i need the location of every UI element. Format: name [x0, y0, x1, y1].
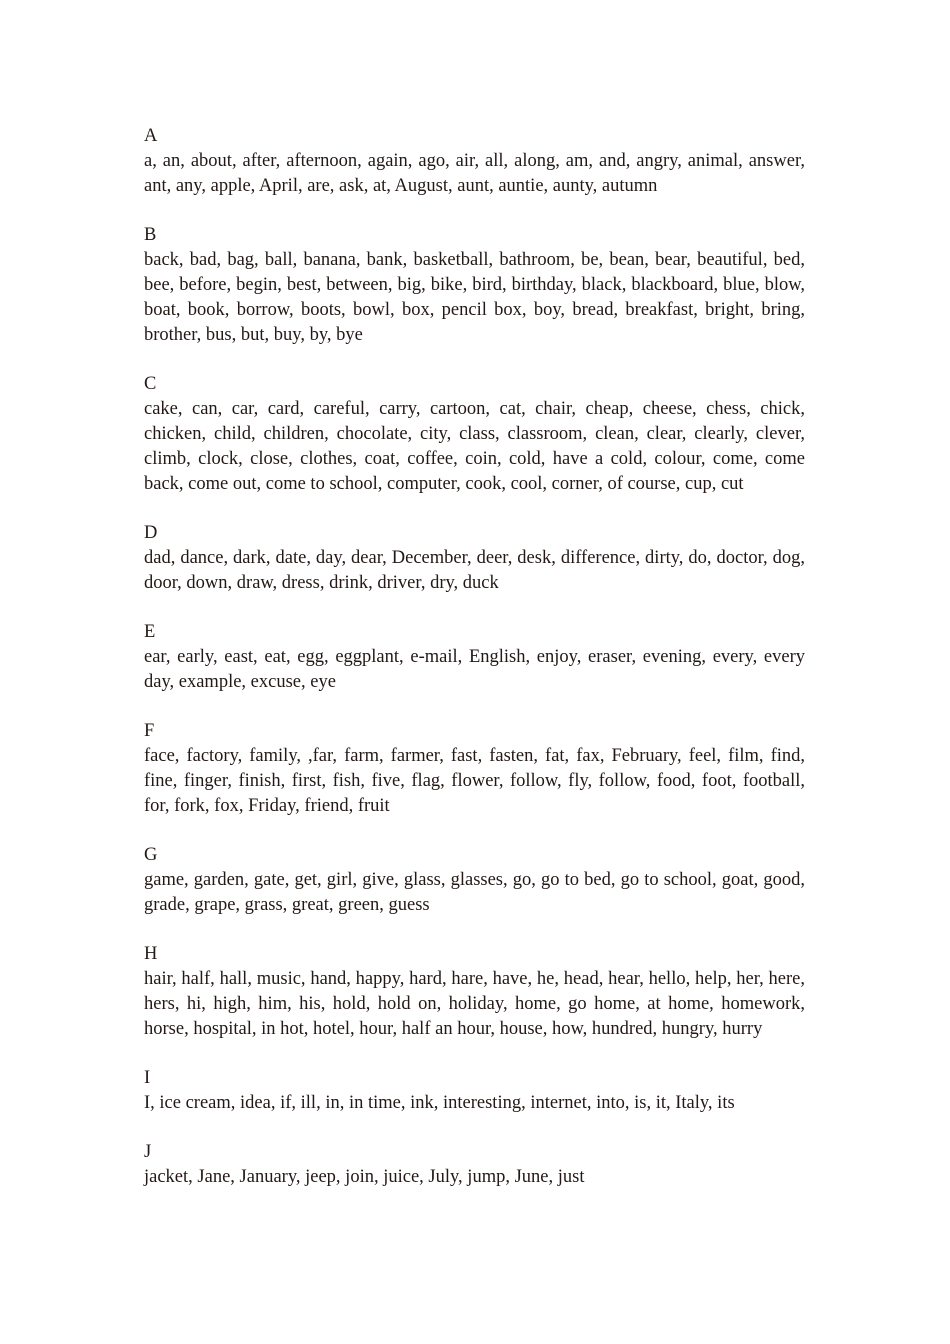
section-b: [144, 223, 805, 348]
section-letter: E: [144, 622, 156, 642]
word-list: back, bad, bag, ball, banana, bank, basketball, bathroom, be, bean, bear, beautiful, bed, bee, before, begin, best, between, big, bike, bird, birthday, black, blackboard, blue, blow, boat, book, borrow, boots, bowl, box, pencil box, boy, bread, breakfast, bright, bring, brother, bus, but, buy, by, bye: [144, 250, 805, 345]
section-f: [144, 719, 805, 819]
word-list: cake, can, car, card, careful, carry, cartoon, cat, chair, cheap, cheese, chess, chick, chicken, child, children, chocolate, city, class, classroom, clean, clear, clearly, clever, climb, clock, close, clothes, coat, coffee, coin, cold, have a cold, colour, come, come back, come out, come to school, computer, cook, cool, corner, of course, cup, cut: [144, 399, 805, 494]
section-letter: I: [144, 1068, 151, 1088]
section-a: [144, 124, 805, 199]
section-letter: C: [144, 374, 157, 394]
section-letter: A: [144, 126, 158, 146]
section-letter: B: [144, 225, 157, 245]
section-g: [144, 843, 805, 918]
word-list: a, an, about, after, afternoon, again, ago, air, all, along, am, and, angry, animal, answer, ant, any, apple, April, are, ask, at, August, aunt, auntie, aunty, autumn: [144, 151, 805, 196]
word-list: face, factory, family, ,far, farm, farmer, fast, fasten, fat, fax, February, feel, film, find, fine, finger, finish, first, fish, five, flag, flower, follow, fly, follow, food, foot, football, for, fork, fox, Friday, friend, fruit: [144, 746, 805, 816]
section-letter: D: [144, 523, 158, 543]
section-e: [144, 620, 805, 695]
section-c: [144, 372, 805, 497]
word-list: ear, early, east, eat, egg, eggplant, e-mail, English, enjoy, eraser, evening, every, every day, example, excuse, eye: [144, 647, 805, 692]
section-letter: G: [144, 845, 158, 865]
section-letter: J: [144, 1142, 152, 1162]
section-d: [144, 521, 805, 596]
word-list: hair, half, hall, music, hand, happy, hard, hare, have, he, head, hear, hello, help, her, here, hers, hi, high, him, his, hold, hold on, holiday, home, go home, at home, homework, horse, hospital, in hot, hotel, hour, half an hour, house, how, hundred, hungry, hurry: [144, 969, 805, 1039]
section-letter: F: [144, 721, 155, 741]
word-list: jacket, Jane, January, jeep, join, juice, July, jump, June, just: [144, 1167, 585, 1187]
section-h: [144, 942, 805, 1042]
section-j: [144, 1140, 805, 1190]
word-list: game, garden, gate, get, girl, give, glass, glasses, go, go to bed, go to school, goat, good, grade, grape, grass, great, green, guess: [144, 870, 805, 915]
section-i: [144, 1066, 805, 1116]
word-list: I, ice cream, idea, if, ill, in, in time, ink, interesting, internet, into, is, it, Italy, its: [144, 1093, 735, 1113]
section-letter: H: [144, 944, 158, 964]
word-list: dad, dance, dark, date, day, dear, December, deer, desk, difference, dirty, do, doctor, dog, door, down, draw, dress, drink, driver, dry, duck: [144, 548, 805, 593]
vocabulary-page: [144, 124, 805, 1214]
